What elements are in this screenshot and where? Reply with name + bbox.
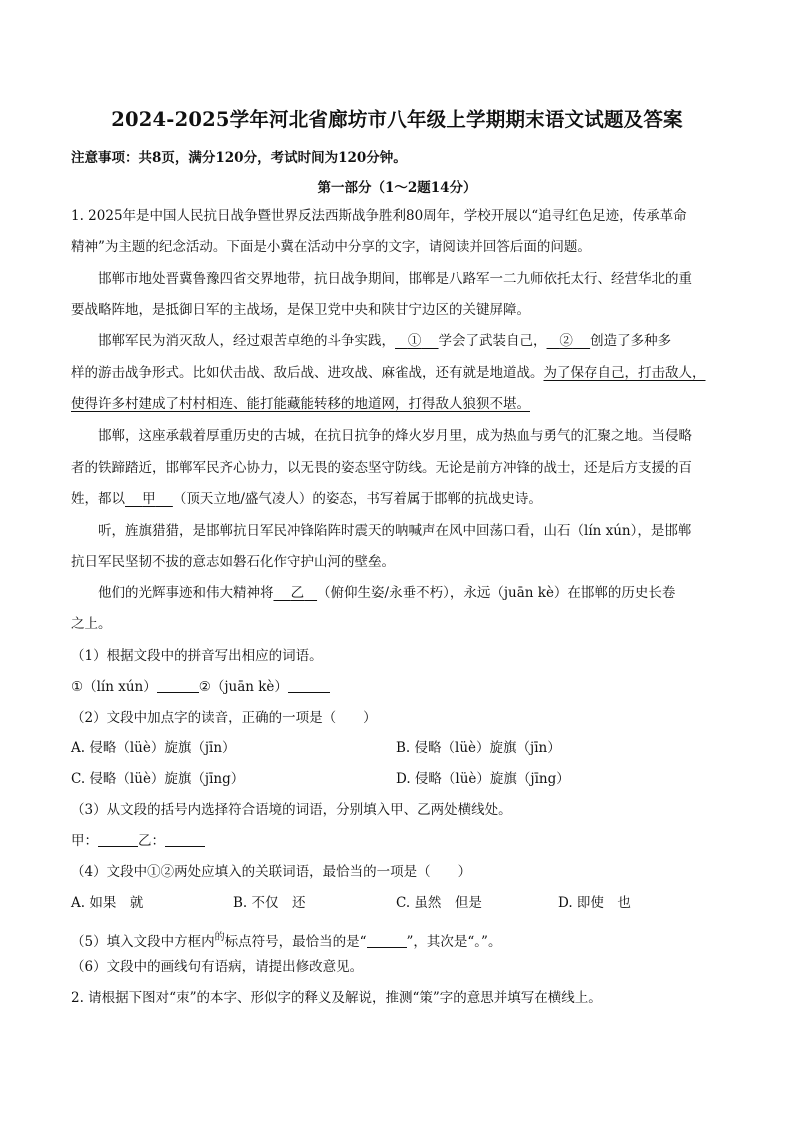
passage-text: 学会了武装自己， (438, 333, 547, 349)
exam-notice: 注意事项：共8页，满分120分，考试时间为120分钟。 (71, 150, 407, 166)
passage-text: （顶天立地/盛气凌人）的姿态，书写着属于邯郸的抗战史诗。 (172, 491, 542, 507)
option-4b[interactable]: B. 不仅 还 (233, 895, 306, 911)
question-2: 2. 请根据下图对“朿”的本字、形似字的释义及解说，推测“策”字的意思并填写在横线上。 (71, 990, 602, 1006)
passage-p3-line-2: 者的铁蹄踏近，邯郸军民齐心协力，以无畏的姿态坚守防线。无论是前方冲锋的战士，还是后方支援的百 (71, 460, 692, 476)
subquestion-5 (71, 928, 501, 952)
section-title: 第一部分（1～2题14分） (317, 180, 477, 196)
passage-p5-line-2: 之上。 (71, 616, 112, 632)
passage-p4-line-1: 听，旌旗猎猎，是邯郸抗日军民冲锋陷阵时震天的呐喊声在风中回荡口看，山石（lín xún），是邯郸 (98, 523, 692, 539)
option-2b[interactable]: B. 侵略（lüè）旋旗（jīn） (396, 740, 561, 756)
subquestion-4: （4）文段中①②两处应填入的关联词语，最恰当的一项是（ ） (71, 864, 472, 880)
option-4a[interactable]: A. 如果 就 (71, 895, 144, 911)
blank-jia (125, 491, 173, 507)
passage-p2-line-3 (71, 394, 530, 414)
passage-p1-line-1: 邯郸市地处晋冀鲁豫四省交界地带，抗日战争期间，邯郸是八路军一二九师依托太行、经营华北的重 (98, 271, 692, 287)
subquestion-5-text: ”，其次是“。”。 (406, 934, 502, 950)
passage-p1-line-2: 要战略阵地，是抵御日军的主战场，是保卫党中央和陕甘宁边区的关键屏障。 (71, 302, 530, 318)
page-title: 2024-2025学年河北省廊坊市八年级上学期期末语文试题及答案 (111, 108, 683, 131)
passage-p5-line-1 (98, 583, 675, 603)
q1-intro-line-1: 1. 2025年是中国人民抗日战争暨世界反法西斯战争胜利80周年，学校开展以“追寻红色足迹，传承革命 (71, 208, 687, 224)
blank-2 (547, 333, 591, 349)
passage-p2-line-2 (71, 363, 706, 383)
passage-text: 他们的光辉事迹和伟大精神将 (98, 585, 274, 601)
blank-yi-label: 乙 (290, 585, 305, 601)
subquestion-3-answers (71, 831, 205, 851)
blank-marker-2: ② (559, 333, 573, 349)
answer-label-yi: 乙： (138, 833, 165, 849)
underlined-sentence: 使得许多村建成了村村相连、能打能藏能转移的地道网，打得敌人狼狈不堪。 (71, 396, 530, 412)
pinyin-prompt-2: ②（juān kè） (198, 679, 288, 695)
blank-yi (274, 585, 318, 601)
subquestion-6: （6）文段中的画线句有语病，请提出修改意见。 (71, 959, 364, 975)
option-4d[interactable]: D. 即使 也 (558, 895, 631, 911)
subquestion-3: （3）从文段的括号内选择符合语境的词语，分别填入甲、乙两处横线处。 (71, 802, 512, 818)
blank-marker-1: ① (407, 333, 422, 349)
passage-text: （俯仰生姿/永垂不朽），永远（juān kè）在邯郸的历史长卷 (317, 585, 676, 601)
subquestion-1-answers (71, 677, 330, 697)
passage-p4-line-2: 抗日军民坚韧不拔的意志如磐石化作守护山河的壁垒。 (71, 554, 395, 570)
option-4c[interactable]: C. 虽然 但是 (396, 895, 482, 911)
answer-label-jia: 甲： (71, 833, 98, 849)
passage-p3-line-3 (71, 489, 542, 509)
passage-p3-line-1: 邯郸，这座承载着厚重历史的古城，在抗日抗争的烽火岁月里，成为热血与勇气的汇聚之地。当侵略 (98, 428, 692, 444)
option-2a[interactable]: A. 侵略（lüè）旋旗（jīn） (71, 740, 236, 756)
answer-blank-5[interactable] (367, 933, 407, 948)
passage-text: 创造了多种多 (590, 333, 672, 349)
q1-intro-line-2: 精神”为主题的纪念活动。下面是小冀在活动中分享的文字，请阅读并回答后面的问题。 (71, 239, 591, 255)
passage-text: 样的游击战争形式。比如伏击战、敌后战、进攻战、麻雀战，还有就是地道战。 (71, 365, 544, 381)
blank-1 (395, 333, 439, 349)
answer-blank-jia[interactable] (98, 832, 138, 847)
option-2c[interactable]: C. 侵略（lüè）旋旗（jīng） (71, 771, 245, 787)
underlined-sentence: 为了保存自己，打击敌人， (543, 365, 706, 381)
subquestion-5-text: （5）填入文段中方框内 (71, 934, 215, 950)
subquestion-5-text: 标点符号，最恰当的是“ (224, 934, 367, 950)
answer-blank-yi[interactable] (165, 832, 205, 847)
passage-text: 邯郸军民为消灭敌人，经过艰苦卓绝的斗争实践， (98, 333, 395, 349)
blank-jia-label: 甲 (142, 491, 156, 507)
subquestion-5-superscript: 的 (214, 932, 225, 943)
passage-p2-line-1 (98, 331, 671, 351)
answer-blank-1[interactable] (157, 678, 199, 693)
passage-text: 姓，都以 (71, 491, 125, 507)
answer-blank-2[interactable] (288, 678, 330, 693)
option-2d[interactable]: D. 侵略（lüè）旋旗（jīng） (396, 771, 570, 787)
pinyin-prompt-1: ①（lín xún） (71, 679, 157, 695)
subquestion-1: （1）根据文段中的拼音写出相应的词语。 (71, 648, 323, 664)
subquestion-2: （2）文段中加点字的读音，正确的一项是（ ） (71, 710, 377, 726)
